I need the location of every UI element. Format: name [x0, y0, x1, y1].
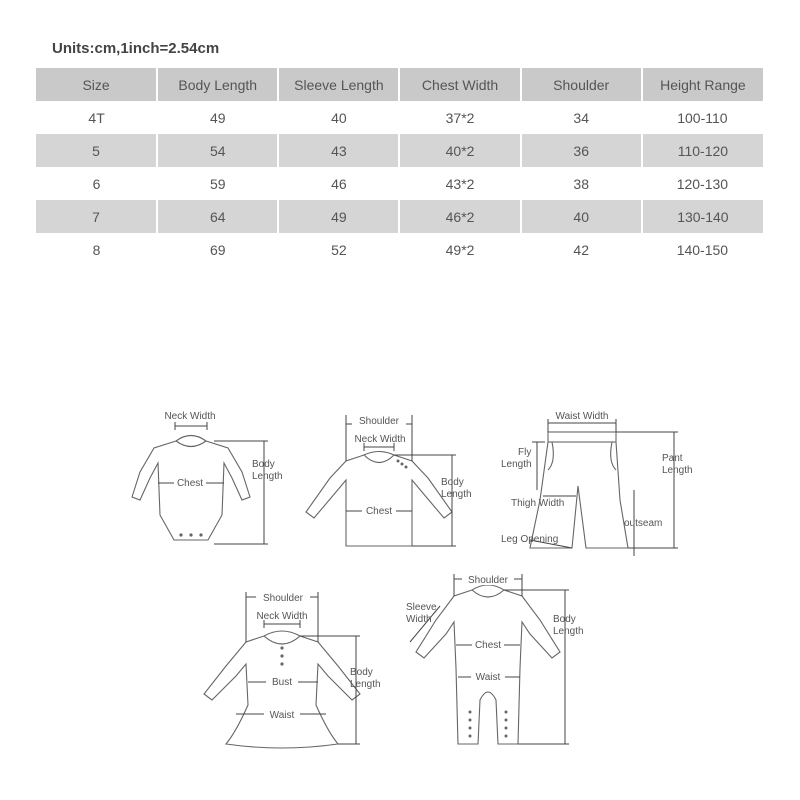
pants-pant-length-label: Length: [662, 465, 693, 476]
shirt-length-label: Length: [441, 489, 472, 500]
pants-thigh-width-label: Thigh Width: [511, 498, 565, 509]
shirt-neck-width-label: Neck Width: [354, 434, 406, 445]
cell-sleeve-length: 40: [331, 109, 347, 126]
shirt-chest-label: Chest: [365, 506, 393, 517]
pants-waist-width-label: Waist Width: [555, 411, 609, 422]
cell-sleeve-length: 49: [278, 200, 399, 233]
cell-shoulder: 38: [573, 175, 589, 192]
cell-size: 6: [92, 175, 101, 192]
cell-shoulder: 34: [573, 109, 589, 126]
shirt-body-label: Body: [441, 477, 464, 488]
pants-fly-length-label: Length: [501, 459, 532, 470]
dress-diagram: [204, 591, 381, 748]
cell-chest-width: 40*2: [399, 134, 520, 167]
pants-outseam-label: outseam: [624, 518, 663, 529]
cell-chest-width: 37*2: [445, 109, 475, 126]
bodysuit-diagram: [132, 411, 283, 544]
header-sleeve-length: Sleeve Length: [278, 68, 399, 101]
pants-fly-label: Fly: [518, 447, 532, 458]
dress-length-label: Length: [350, 679, 381, 690]
cell-height-range: 140-150: [676, 241, 729, 258]
cell-chest-width: 43*2: [445, 175, 475, 192]
cell-body-length: 64: [157, 200, 278, 233]
cell-shoulder: 36: [521, 134, 642, 167]
cell-shoulder: 40: [521, 200, 642, 233]
cell-body-length: 69: [209, 241, 226, 258]
romper-diagram: [406, 573, 584, 744]
cell-chest-width: 49*2: [445, 241, 475, 258]
cell-sleeve-length: 46: [331, 175, 347, 192]
romper-body-label: Body: [553, 614, 576, 625]
cell-size: 7: [36, 200, 157, 233]
cell-body-length: 59: [209, 175, 226, 192]
header-shoulder: Shoulder: [521, 68, 642, 101]
header-chest-width: Chest Width: [399, 68, 520, 101]
cell-height-range: 120-130: [676, 175, 729, 192]
cell-height-range: 130-140: [642, 200, 763, 233]
cell-body-length: 54: [157, 134, 278, 167]
cell-chest-width: 46*2: [399, 200, 520, 233]
bodysuit-body-label: Body: [252, 459, 275, 470]
romper-sleeve-width-label: Width: [406, 614, 432, 625]
dress-bust-label: Bust: [271, 677, 293, 688]
shirt-shoulder-label: Shoulder: [358, 416, 400, 427]
header-size: Size: [36, 68, 157, 101]
header-body-length: Body Length: [157, 68, 278, 101]
bodysuit-neck-width-label: Neck Width: [164, 411, 216, 422]
cell-sleeve-length: 52: [331, 241, 347, 258]
pants-pant-label: Pant: [662, 453, 683, 464]
cell-size: 8: [92, 241, 101, 258]
shirt-diagram: [306, 414, 472, 546]
romper-chest-label: Chest: [474, 640, 502, 651]
bodysuit-chest-label: Chest: [176, 478, 204, 489]
cell-sleeve-length: 43: [278, 134, 399, 167]
dress-shoulder-label: Shoulder: [262, 593, 304, 604]
dress-body-label: Body: [350, 667, 373, 678]
pants-leg-opening-label: Leg Opening: [501, 534, 559, 545]
dress-waist-label: Waist: [269, 710, 295, 721]
header-height-range: Height Range: [642, 68, 763, 101]
cell-size: 4T: [88, 109, 105, 126]
dress-neck-width-label: Neck Width: [256, 611, 308, 622]
cell-size: 5: [36, 134, 157, 167]
pants-diagram: [501, 411, 693, 556]
cell-shoulder: 42: [573, 241, 589, 258]
cell-height-range: 110-120: [642, 134, 763, 167]
romper-length-label: Length: [553, 626, 584, 637]
cell-body-length: 49: [209, 109, 226, 126]
cell-height-range: 100-110: [677, 109, 728, 126]
units-note: Units:cm,1inch=2.54cm: [52, 40, 220, 57]
romper-shoulder-label: Shoulder: [467, 575, 509, 586]
romper-sleeve-label: Sleeve: [406, 602, 437, 613]
romper-waist-label: Waist: [475, 672, 501, 683]
bodysuit-length-label: Length: [252, 471, 283, 482]
